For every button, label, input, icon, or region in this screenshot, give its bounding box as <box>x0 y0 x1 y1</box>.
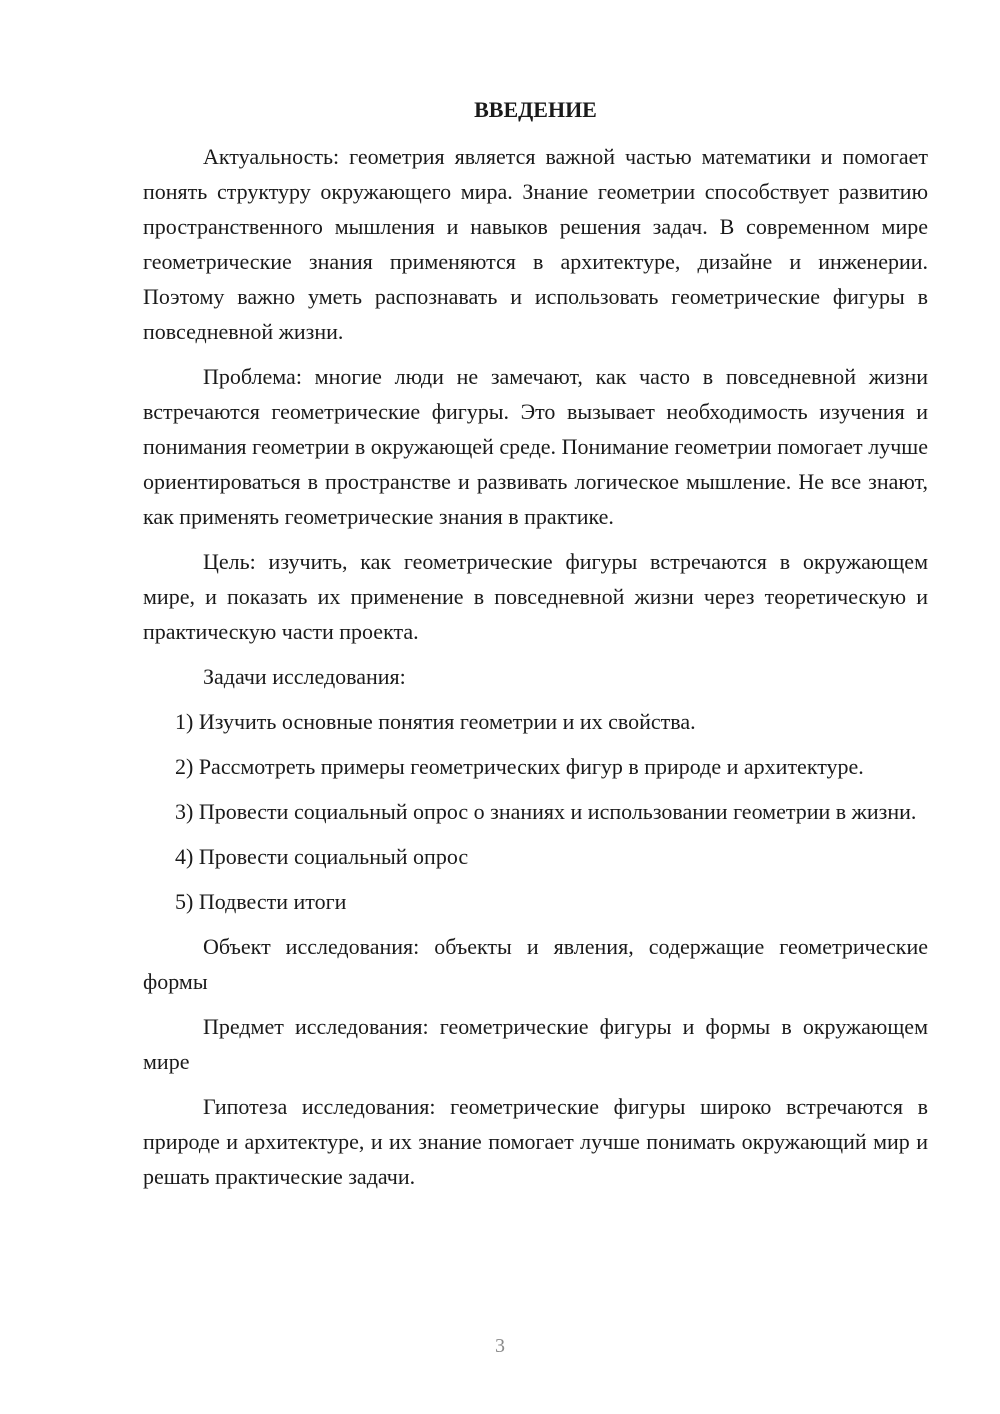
paragraph-goal: Цель: изучить, как геометрические фигуры встречаются в окружающем мире, и показать их применение в повседневной жизни через теоретическую и практическую части проекта. <box>143 549 928 644</box>
section-heading: ВВЕДЕНИЕ <box>474 97 597 122</box>
task-item-1: 1) Изучить основные понятия геометрии и их свойства. <box>175 709 696 734</box>
document-page <box>143 95 928 1204</box>
paragraph-hypothesis: Гипотеза исследования: геометрические фигуры широко встречаются в природе и архитектуре, и их знание помогает лучше понимать окружающий мир и решать практические задачи. <box>143 1094 928 1189</box>
paragraph-object: Объект исследования: объекты и явления, содержащие геометрические формы <box>143 934 928 994</box>
task-item-2: 2) Рассмотреть примеры геометрических фигур в природе и архитектуре. <box>175 754 864 779</box>
task-item-3: 3) Провести социальный опрос о знаниях и использовании геометрии в жизни. <box>175 799 917 824</box>
paragraph-relevance: Актуальность: геометрия является важной частью математики и помогает понять структуру окружающего мира. Знание геометрии способствует развитию пространственного мышления и навыков решения задач. В современном мире геометрические знания применяются в архитектуре, дизайне и инженерии. Поэтому важно уметь распознавать и использовать геометрические фигуры в повседневной жизни. <box>143 144 928 344</box>
task-item-5: 5) Подвести итоги <box>175 889 347 914</box>
paragraph-subject: Предмет исследования: геометрические фигуры и формы в окружающем мире <box>143 1014 928 1074</box>
page-number: 3 <box>495 1335 505 1357</box>
paragraph-problem: Проблема: многие люди не замечают, как часто в повседневной жизни встречаются геометрические фигуры. Это вызывает необходимость изучения и понимания геометрии в окружающей среде. Понимание геометрии помогает лучше ориентироваться в пространстве и развивать логическое мышление. Не все знают, как применять геометрические знания в практике. <box>143 364 928 529</box>
task-item-4: 4) Провести социальный опрос <box>175 844 469 869</box>
paragraph-tasks-heading: Задачи исследования: <box>203 664 406 689</box>
